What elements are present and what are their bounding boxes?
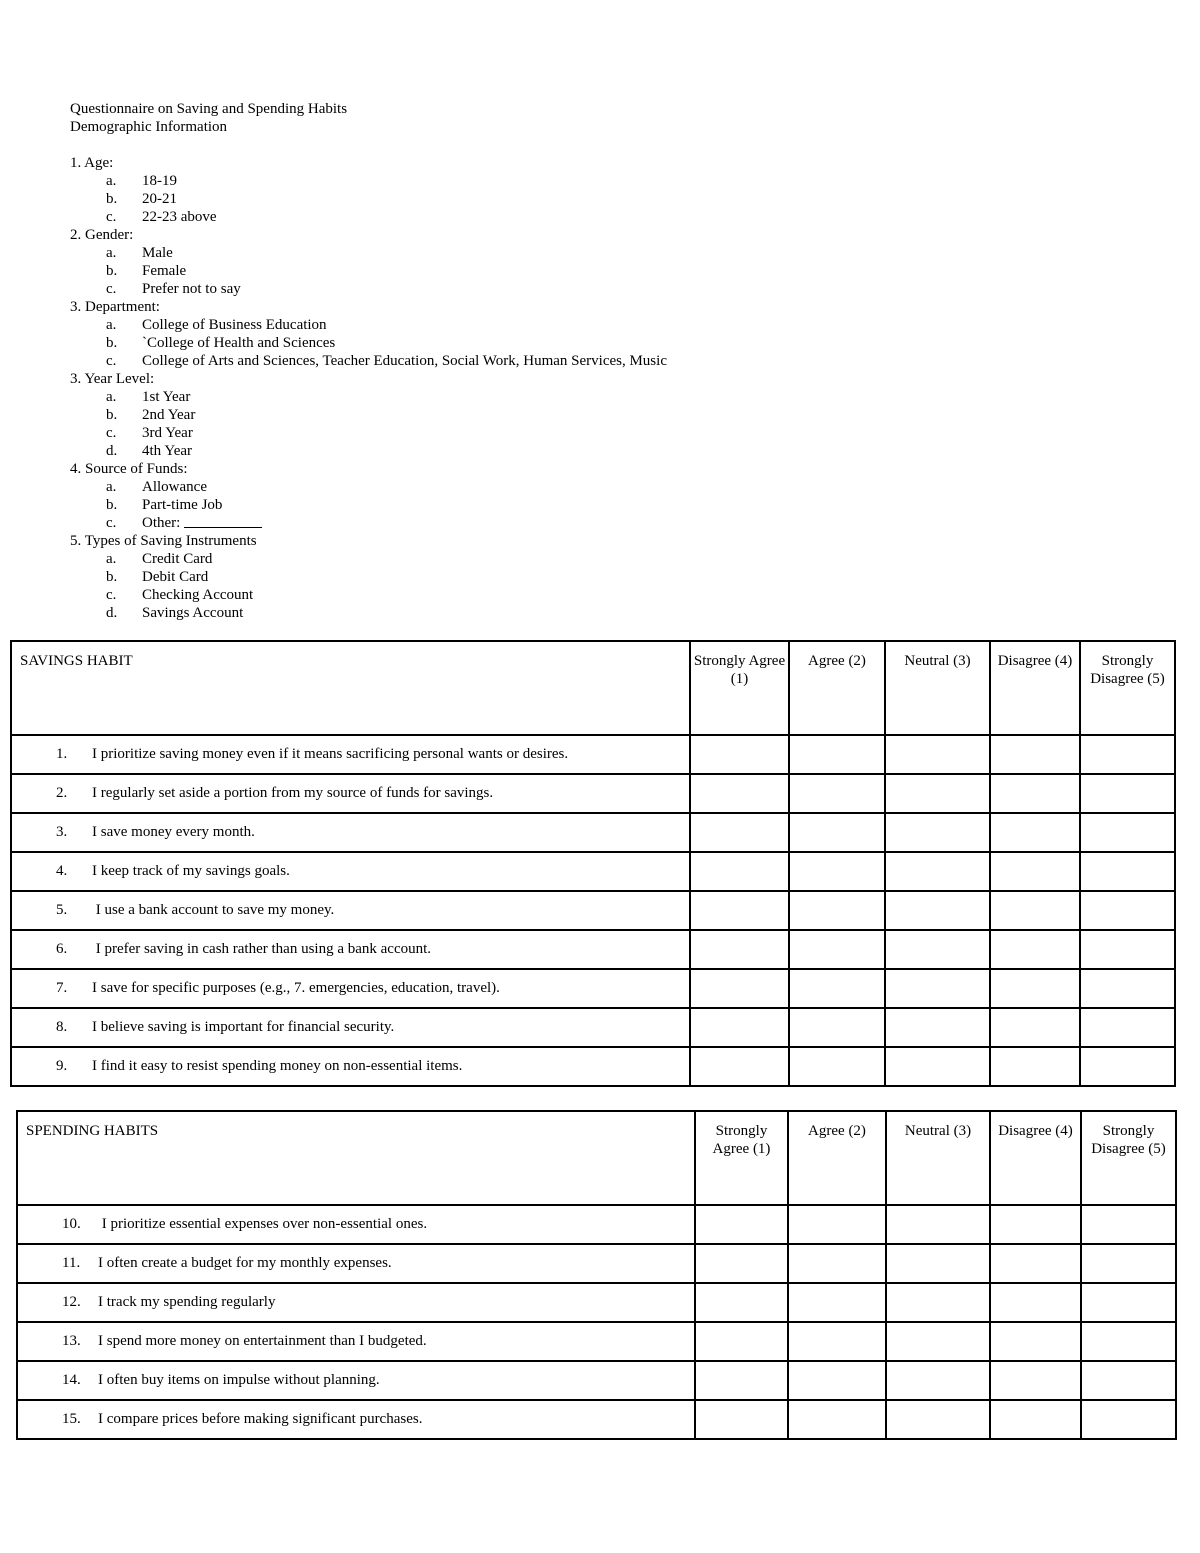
statement-cell — [11, 852, 690, 891]
option-text: 18-19 — [142, 173, 177, 189]
statement-cell — [11, 969, 690, 1008]
document-title: Questionnaire on Saving and Spending Habits — [70, 101, 348, 117]
option-letter: b. — [106, 263, 118, 279]
response-cell-neutral[interactable] — [885, 891, 990, 930]
response-cell-disagree[interactable] — [990, 852, 1080, 891]
statement-text: I prioritize essential expenses over non-essential ones. — [98, 1216, 428, 1232]
response-cell-disagree[interactable] — [990, 1047, 1080, 1086]
statement-text: I track my spending regularly — [98, 1294, 276, 1310]
statement-text: I save money every month. — [92, 824, 255, 840]
question-label: 3. Department: — [70, 299, 160, 315]
response-cell-neutral[interactable] — [886, 1361, 990, 1400]
response-cell-strongly-disagree[interactable] — [1081, 1283, 1176, 1322]
response-cell-agree[interactable] — [789, 774, 885, 813]
table-row — [11, 1008, 1175, 1047]
table-row — [17, 1322, 1176, 1361]
statement-text: I regularly set aside a portion from my source of funds for savings. — [92, 785, 494, 801]
response-cell-disagree[interactable] — [990, 1244, 1081, 1283]
statement-number: 3. — [56, 824, 68, 840]
statement-text: I prefer saving in cash rather than using a bank account. — [92, 941, 432, 957]
statement-number: 9. — [56, 1058, 68, 1074]
answer-option[interactable] — [70, 514, 667, 532]
statement-number: 11. — [62, 1255, 81, 1271]
savings-habit-table — [10, 640, 1176, 1087]
response-cell-strongly-agree[interactable] — [690, 774, 789, 813]
answer-option[interactable] — [70, 550, 667, 568]
response-cell-strongly-disagree[interactable] — [1080, 813, 1175, 852]
spending-habits-table — [16, 1110, 1177, 1440]
answer-option[interactable] — [70, 568, 667, 586]
option-text: 2nd Year — [142, 407, 196, 423]
response-cell-agree[interactable] — [789, 735, 885, 774]
question-label: 5. Types of Saving Instruments — [70, 533, 257, 549]
option-letter: a. — [106, 173, 117, 189]
response-cell-neutral[interactable] — [886, 1400, 990, 1439]
question-label: 4. Source of Funds: — [70, 461, 188, 477]
response-cell-strongly-agree[interactable] — [690, 813, 789, 852]
statement-number: 4. — [56, 863, 68, 879]
response-cell-strongly-disagree[interactable] — [1081, 1322, 1176, 1361]
option-letter: a. — [106, 245, 117, 261]
demographic-question — [70, 298, 667, 370]
response-cell-agree[interactable] — [789, 891, 885, 930]
response-cell-neutral[interactable] — [885, 774, 990, 813]
option-letter: a. — [106, 317, 117, 333]
option-letter: b. — [106, 335, 118, 351]
option-letter: c. — [106, 353, 117, 369]
response-cell-agree[interactable] — [789, 930, 885, 969]
option-letter: b. — [106, 191, 118, 207]
table-row — [11, 930, 1175, 969]
statement-number: 5. — [56, 902, 68, 918]
response-cell-strongly-disagree[interactable] — [1080, 1047, 1175, 1086]
statement-number: 10. — [62, 1216, 81, 1232]
answer-option[interactable] — [70, 262, 667, 280]
statement-text: I find it easy to resist spending money on non-essential items. — [92, 1058, 463, 1074]
table-row — [17, 1400, 1176, 1439]
option-text: Female — [142, 263, 187, 279]
response-cell-disagree[interactable] — [990, 1008, 1080, 1047]
question-label: 3. Year Level: — [70, 371, 155, 387]
demographic-question — [70, 154, 667, 226]
question-label: 2. Gender: — [70, 227, 134, 243]
statement-text: I often create a budget for my monthly expenses. — [98, 1255, 392, 1271]
option-letter: b. — [106, 497, 118, 513]
statement-cell — [17, 1322, 695, 1361]
response-cell-disagree[interactable] — [990, 735, 1080, 774]
answer-option[interactable] — [70, 604, 667, 622]
header-disagree: Disagree (4) — [990, 1111, 1081, 1205]
response-cell-strongly-disagree[interactable] — [1080, 852, 1175, 891]
response-cell-neutral[interactable] — [885, 930, 990, 969]
response-cell-strongly-agree[interactable] — [690, 930, 789, 969]
option-text: `College of Health and Sciences — [142, 335, 336, 351]
statement-cell — [11, 1047, 690, 1086]
statement-cell — [11, 774, 690, 813]
statement-cell — [11, 891, 690, 930]
response-cell-neutral[interactable] — [885, 969, 990, 1008]
option-letter: d. — [106, 443, 118, 459]
statement-text: I spend more money on entertainment than I budgeted. — [98, 1333, 427, 1349]
response-cell-agree[interactable] — [788, 1283, 886, 1322]
statement-text: I often buy items on impulse without planning. — [98, 1372, 380, 1388]
option-text: Other: — [142, 515, 181, 531]
answer-option[interactable] — [70, 406, 667, 424]
response-cell-strongly-disagree[interactable] — [1080, 930, 1175, 969]
statement-cell — [17, 1205, 695, 1244]
response-cell-disagree[interactable] — [990, 891, 1080, 930]
table-row — [11, 735, 1175, 774]
response-cell-agree[interactable] — [788, 1244, 886, 1283]
response-cell-disagree[interactable] — [990, 774, 1080, 813]
table-row — [17, 1361, 1176, 1400]
response-cell-strongly-agree[interactable] — [690, 852, 789, 891]
response-cell-disagree[interactable] — [990, 1322, 1081, 1361]
header-neutral: Neutral (3) — [886, 1111, 990, 1205]
statement-text: I prioritize saving money even if it means sacrificing personal wants or desires. — [92, 746, 569, 762]
table-row — [11, 891, 1175, 930]
response-cell-agree[interactable] — [789, 969, 885, 1008]
response-cell-neutral[interactable] — [885, 735, 990, 774]
header-strongly-disagree: Strongly Disagree (5) — [1080, 641, 1175, 735]
response-cell-strongly-agree[interactable] — [695, 1205, 788, 1244]
header-agree: Agree (2) — [788, 1111, 886, 1205]
response-cell-neutral[interactable] — [885, 852, 990, 891]
response-cell-agree[interactable] — [788, 1205, 886, 1244]
statement-cell — [11, 813, 690, 852]
questionnaire-header — [70, 100, 347, 136]
table-row — [17, 1283, 1176, 1322]
response-cell-strongly-disagree[interactable] — [1080, 735, 1175, 774]
response-cell-strongly-agree[interactable] — [695, 1400, 788, 1439]
statement-cell — [11, 735, 690, 774]
header-neutral: Neutral (3) — [885, 641, 990, 735]
statement-number: 7. — [56, 980, 68, 996]
response-cell-agree[interactable] — [788, 1361, 886, 1400]
demographic-question — [70, 370, 667, 460]
option-text: 20-21 — [142, 191, 177, 207]
option-text: Prefer not to say — [142, 281, 241, 297]
header-agree: Agree (2) — [789, 641, 885, 735]
answer-option[interactable] — [70, 316, 667, 334]
option-text: 1st Year — [142, 389, 191, 405]
option-text: 3rd Year — [142, 425, 193, 441]
statement-text: I keep track of my savings goals. — [92, 863, 290, 879]
demographic-question — [70, 532, 667, 622]
answer-option[interactable] — [70, 478, 667, 496]
option-letter: a. — [106, 389, 117, 405]
option-text: Checking Account — [142, 587, 254, 603]
answer-option[interactable] — [70, 352, 667, 370]
header-strongly-agree: Strongly Agree (1) — [695, 1111, 788, 1205]
table-row — [11, 852, 1175, 891]
answer-option[interactable] — [70, 424, 667, 442]
table-row — [17, 1205, 1176, 1244]
response-cell-strongly-disagree[interactable] — [1080, 969, 1175, 1008]
statement-cell — [17, 1361, 695, 1400]
answer-option[interactable] — [70, 190, 667, 208]
statement-number: 1. — [56, 746, 68, 762]
option-letter: c. — [106, 587, 117, 603]
answer-option[interactable] — [70, 334, 667, 352]
savings-section-title: SAVINGS HABIT — [11, 641, 690, 735]
option-text: Male — [142, 245, 173, 261]
response-cell-neutral[interactable] — [886, 1244, 990, 1283]
statement-text: I save for specific purposes (e.g., 7. emergencies, education, travel). — [92, 980, 500, 996]
response-cell-neutral[interactable] — [886, 1322, 990, 1361]
response-cell-strongly-agree[interactable] — [690, 735, 789, 774]
response-cell-strongly-disagree[interactable] — [1080, 774, 1175, 813]
table-row — [11, 774, 1175, 813]
response-cell-strongly-disagree[interactable] — [1081, 1361, 1176, 1400]
response-cell-strongly-agree[interactable] — [690, 891, 789, 930]
statement-text: I use a bank account to save my money. — [92, 902, 335, 918]
response-cell-agree[interactable] — [788, 1322, 886, 1361]
response-cell-disagree[interactable] — [990, 969, 1080, 1008]
response-cell-agree[interactable] — [789, 852, 885, 891]
option-text: College of Business Education — [142, 317, 327, 333]
statement-text: I believe saving is important for financial security. — [92, 1019, 395, 1035]
option-text: College of Arts and Sciences, Teacher Education, Social Work, Human Services, Music — [142, 353, 667, 369]
table-row — [11, 1047, 1175, 1086]
statement-cell — [17, 1400, 695, 1439]
answer-option[interactable] — [70, 280, 667, 298]
response-cell-neutral[interactable] — [885, 1047, 990, 1086]
response-cell-disagree[interactable] — [990, 1361, 1081, 1400]
response-cell-strongly-disagree[interactable] — [1081, 1244, 1176, 1283]
option-text: Debit Card — [142, 569, 209, 585]
option-letter: b. — [106, 407, 118, 423]
statement-text: I compare prices before making significant purchases. — [98, 1411, 423, 1427]
response-cell-strongly-agree[interactable] — [690, 969, 789, 1008]
option-letter: a. — [106, 479, 117, 495]
response-cell-strongly-agree[interactable] — [695, 1322, 788, 1361]
response-cell-disagree[interactable] — [990, 1283, 1081, 1322]
statement-number: 2. — [56, 785, 68, 801]
header-strongly-agree: Strongly Agree (1) — [690, 641, 789, 735]
response-cell-agree[interactable] — [789, 813, 885, 852]
response-cell-neutral[interactable] — [885, 1008, 990, 1047]
option-text: Credit Card — [142, 551, 213, 567]
other-blank-field[interactable] — [184, 514, 262, 528]
table-row — [11, 813, 1175, 852]
answer-option[interactable] — [70, 208, 667, 226]
option-letter: d. — [106, 605, 118, 621]
statement-cell — [17, 1244, 695, 1283]
demographic-question — [70, 460, 667, 532]
response-cell-strongly-agree[interactable] — [690, 1008, 789, 1047]
option-letter: c. — [106, 281, 117, 297]
response-cell-strongly-disagree[interactable] — [1080, 891, 1175, 930]
response-cell-neutral[interactable] — [886, 1283, 990, 1322]
statement-number: 15. — [62, 1411, 81, 1427]
table-row — [17, 1244, 1176, 1283]
header-strongly-disagree: Strongly Disagree (5) — [1081, 1111, 1176, 1205]
statement-number: 14. — [62, 1372, 81, 1388]
response-cell-agree[interactable] — [789, 1008, 885, 1047]
response-cell-strongly-disagree[interactable] — [1081, 1205, 1176, 1244]
statement-number: 8. — [56, 1019, 68, 1035]
demographic-question — [70, 226, 667, 298]
statement-number: 12. — [62, 1294, 81, 1310]
section-subtitle: Demographic Information — [70, 119, 228, 135]
statement-cell — [11, 1008, 690, 1047]
response-cell-strongly-disagree[interactable] — [1080, 1008, 1175, 1047]
statement-number: 13. — [62, 1333, 81, 1349]
option-letter: c. — [106, 515, 117, 531]
option-letter: c. — [106, 425, 117, 441]
answer-option[interactable] — [70, 244, 667, 262]
answer-option[interactable] — [70, 442, 667, 460]
statement-cell — [11, 930, 690, 969]
response-cell-strongly-agree[interactable] — [690, 1047, 789, 1086]
answer-option[interactable] — [70, 496, 667, 514]
option-text: 22-23 above — [142, 209, 217, 225]
response-cell-disagree[interactable] — [990, 813, 1080, 852]
response-cell-agree[interactable] — [788, 1400, 886, 1439]
option-letter: c. — [106, 209, 117, 225]
response-cell-agree[interactable] — [789, 1047, 885, 1086]
option-letter: b. — [106, 569, 118, 585]
option-text: Savings Account — [142, 605, 244, 621]
response-cell-disagree[interactable] — [990, 1205, 1081, 1244]
statement-number: 6. — [56, 941, 68, 957]
spending-section-title: SPENDING HABITS — [17, 1111, 695, 1205]
response-cell-disagree[interactable] — [990, 1400, 1081, 1439]
table-row — [11, 969, 1175, 1008]
header-disagree: Disagree (4) — [990, 641, 1080, 735]
response-cell-strongly-agree[interactable] — [695, 1283, 788, 1322]
question-label: 1. Age: — [70, 155, 114, 171]
response-cell-neutral[interactable] — [886, 1205, 990, 1244]
demographic-questions — [70, 154, 667, 622]
option-letter: a. — [106, 551, 117, 567]
option-text: Allowance — [142, 479, 207, 495]
answer-option[interactable] — [70, 172, 667, 190]
answer-option[interactable] — [70, 586, 667, 604]
response-cell-strongly-agree[interactable] — [695, 1361, 788, 1400]
option-text: Part-time Job — [142, 497, 223, 513]
response-cell-disagree[interactable] — [990, 930, 1080, 969]
statement-cell — [17, 1283, 695, 1322]
answer-option[interactable] — [70, 388, 667, 406]
response-cell-neutral[interactable] — [885, 813, 990, 852]
option-text: 4th Year — [142, 443, 193, 459]
response-cell-strongly-agree[interactable] — [695, 1244, 788, 1283]
response-cell-strongly-disagree[interactable] — [1081, 1400, 1176, 1439]
